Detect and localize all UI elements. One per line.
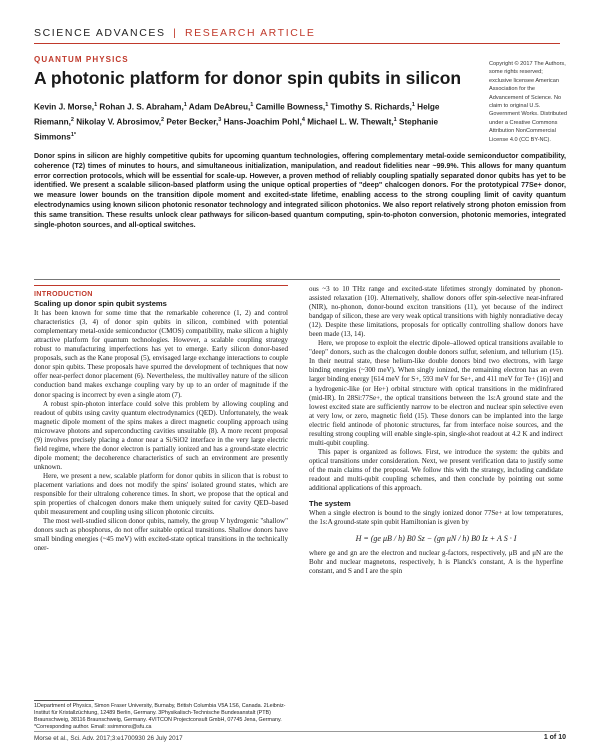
- affiliation-marker: 1: [393, 117, 397, 124]
- affiliation-marker: 1*: [70, 132, 77, 139]
- equation-explanation: where ge and gn are the electron and nuclear g-factors, respectively, μB and μN are the Bohr and nuclear magnetons, respectively, h is Planck's constant, A is the hyperfine constant, and S and I are the spin: [309, 549, 563, 576]
- introduction-heading: INTRODUCTION: [34, 285, 288, 298]
- body-paragraph: This paper is organized as follows. First, we introduce the system: the qubits and optical transitions under consideration. Next, we present verification data to justify some of the main claims of the proposal. We follow this with the strategy, including candidate readout and multi-qubit coupling schemes, and then conclude by pointing out some additional applications of this approach.: [309, 447, 563, 493]
- affiliations-block: [34, 700, 288, 731]
- author-name: Timothy S. Richards,: [330, 102, 412, 112]
- author-name: Hans-Joachim Pohl,: [223, 117, 302, 127]
- body-column-right: [309, 285, 563, 576]
- body-column-left: [34, 285, 288, 553]
- header-rule: [34, 43, 560, 44]
- abstract: Donor spins in silicon are highly competitive qubits for upcoming quantum technologies, offering complementary metal-oxide semiconductor compatibility, coherence (T2) times of minutes to hours, and simultaneous initialization, manipulation, and readout fidelities near ~99.9%. This allows for many quantum error correction protocols, which will be essential for scale-up. However, a proven method of reliably coupling spatially separated donor qubits has yet to be identified. We present a scalable silicon-based platform using the unique optical properties of "deep" chalcogen donors. For the prototypical 77Se+ donor, we measure lower bounds on the transition dipole moment and excited-state lifetime, enabling access to the strong coupling limit of cavity quantum electrodynamics using known silicon photonic resonator technology and integrated silicon photonics. We also report relatively strong photon emission from this same transition. These results unlock clear pathways for silicon-based quantum computing, spin-to-photon conversion, photonic memories, integrated single-photon sources, and all-optical switches.: [34, 152, 566, 229]
- affiliation-marker: 1: [325, 102, 329, 108]
- hamiltonian-equation: H = (ge μB / h) B0 Sz − (gn μN / h) B0 Iz + A S · I: [355, 534, 517, 544]
- header-separator: |: [173, 27, 178, 39]
- affiliation-marker: 3: [218, 117, 222, 124]
- article-type: RESEARCH ARTICLE: [185, 27, 316, 39]
- subsection-heading: Scaling up donor spin qubit systems: [34, 299, 167, 309]
- author-name: Michael L. W. Thewalt,: [307, 117, 394, 127]
- affiliation-marker: 4: [301, 117, 305, 124]
- affiliation-marker: 2: [70, 117, 74, 124]
- author-list: [34, 99, 474, 145]
- abstract-divider: [34, 279, 560, 280]
- author-name: Nikolay V. Abrosimov,: [76, 117, 161, 127]
- author-name: Kevin J. Morse,: [34, 102, 95, 112]
- affiliation-marker: 2: [161, 117, 165, 124]
- body-paragraph: It has been known for some time that the remarkable coherence (1, 2) and control characteristics (3, 4) of donor spin qubits in silicon, combined with potential complementary metal-oxide semiconductor (CMOS) compatibility, make silicon a highly attractive platform for quantum technologies. However, a scalable coupling strategy robust to manufacturing imperfections has yet to emerge. Early silicon donor-based proposals, such as the Kane proposal (5), envisaged large exchange interactions to couple donor spin qubits. These proposals have spurred the development of techniques that now offer near-perfect donor placement (6). Nevertheless, the multivalley nature of the silicon conduction band makes exchange coupling vary by up to an order of magnitude if the donor spacing is incorrect by even a single atom (7).: [34, 309, 288, 399]
- journal-header: [34, 27, 315, 39]
- author-name: Rohan J. S. Abraham,: [99, 102, 184, 112]
- author-name: Stephanie Simmons: [34, 117, 439, 143]
- citation-footer: Morse et al., Sci. Adv. 2017;3:e1700930 26 July 2017: [34, 735, 183, 742]
- section-tag: QUANTUM PHYSICS: [34, 55, 129, 64]
- affiliation-marker: 1: [183, 102, 187, 108]
- author-name: Peter Becker,: [166, 117, 219, 127]
- author-name: Adam DeAbreu,: [188, 102, 251, 112]
- article-title: A photonic platform for donor spin qubits in silicon: [34, 68, 462, 88]
- system-heading: The system: [309, 499, 351, 509]
- page-number: 1 of 10: [543, 734, 566, 741]
- footer-rule: [34, 731, 560, 732]
- body-paragraph: Here, we present a new, scalable platform for donor qubits in silicon that is robust to placement variations and does not modify the spins' isolated ground states, which are responsible for their ultralong coherence times. In short, we propose that the optical and spin properties of chalcogen donors make them uniquely suited for cavity QED–based qubit measurement and coupling using silicon photonic circuits.: [34, 471, 288, 517]
- body-paragraph: ous ~3 to 10 THz range and excited-state lifetimes strongly dominated by phonon-assisted relaxation (10). Alternatively, shallow donors offer spin-selective near-infrared (NIR), no-phonon, donor-bound exciton transitions (11), yet because of the indirect bandgap of silicon, these are very weak optical transitions with highly nonradiative decay (12). Despite these limitations, proposals for optically controlling shallow donors have been made (13, 14).: [309, 285, 563, 339]
- body-paragraph: Here, we propose to exploit the electric dipole–allowed optical transitions available to "deep" donors, such as the chalcogen double donors sulfur, selenium, and tellurium (15). In their neutral state, these helium-like double donors bind two electrons, with large binding energies (~300 meV). When singly ionized, the remaining electron has an even larger binding energy [614 meV for S+, 593 meV for Se+, and 411 meV for Te+ (16)] and a hydrogenic-like (or He+) orbital structure with optical transitions in the midinfrared (mid-IR). In 28Si:77Se+, the optical transitions between the 1s:A ground state and the lowest excited state are sufficiently narrow to be electron and nuclear spin selective even at very low, or zero, magnetic field (15). These donors can be implanted into the large electric field antinode of photonic structures, far from interface noise sources, and the resulting strong coupling will enable single-spin, single-shot readout at 4.2 K and indirect multi-qubit coupling.: [309, 339, 563, 447]
- affiliation-rule: [34, 700, 94, 701]
- corresponding-author: *Corresponding author. Email: ssimmons@sfu.ca: [34, 724, 152, 730]
- affiliation-marker: 1: [411, 102, 415, 108]
- journal-name: SCIENCE ADVANCES: [34, 27, 166, 39]
- body-paragraph: The most well-studied silicon donor qubits, namely, the group V hydrogenic "shallow" donors such as phosphorus, do not offer suitable optical transitions. Shallow donors have small binding energies (~45 meV) with excited-state optical transitions in the technically oner-: [34, 517, 288, 553]
- copyright-notice: Copyright © 2017 The Authors, some rights reserved; exclusive licensee American Association for the Advancement of Science. No claim to original U.S. Government Works. Distributed under a Creative Commons Attribution NonCommercial License 4.0 (CC BY-NC).: [489, 61, 567, 143]
- system-paragraph: When a single electron is bound to the singly ionized donor 77Se+ at low temperatures, the 1s:A ground-state spin qubit Hamiltonian is given by: [309, 509, 563, 527]
- affiliations-text: 1Department of Physics, Simon Fraser University, Burnaby, British Columbia V5A 1S6, Canada. 2Leibniz-Institut für Kristallzüchtung, 12489 Berlin, Germany. 3Physikalisch-Technische Bundesanstalt (PTB) Braunschweig, 38116 Braunschweig, Germany. 4VITCON Projectconsult GmbH, 07745 Jena, Germany.: [34, 703, 286, 723]
- affiliation-marker: 1: [94, 102, 98, 108]
- affiliation-marker: 1: [250, 102, 254, 108]
- author-name: Camille Bowness,: [255, 102, 326, 112]
- author-name: Helge Riemann,: [34, 102, 440, 127]
- body-paragraph: A robust spin-photon interface could solve this problem by allowing coupling and readout of qubits using cavity quantum electrodynamics (QED). Unfortunately, the weak magnetic dipole moment of the spins makes a direct magnetic coupling approach using microwave photons and superconducting cavities unsuitable (8). A more recent proposal (9) involves precisely placing a donor near a Si/SiO2 interface in the very large electric field regime, where the donor electron is partially ionized and has a ground-state electric dipole moment; the decoherence characteristics of such an environment are presently unknown.: [34, 399, 288, 471]
